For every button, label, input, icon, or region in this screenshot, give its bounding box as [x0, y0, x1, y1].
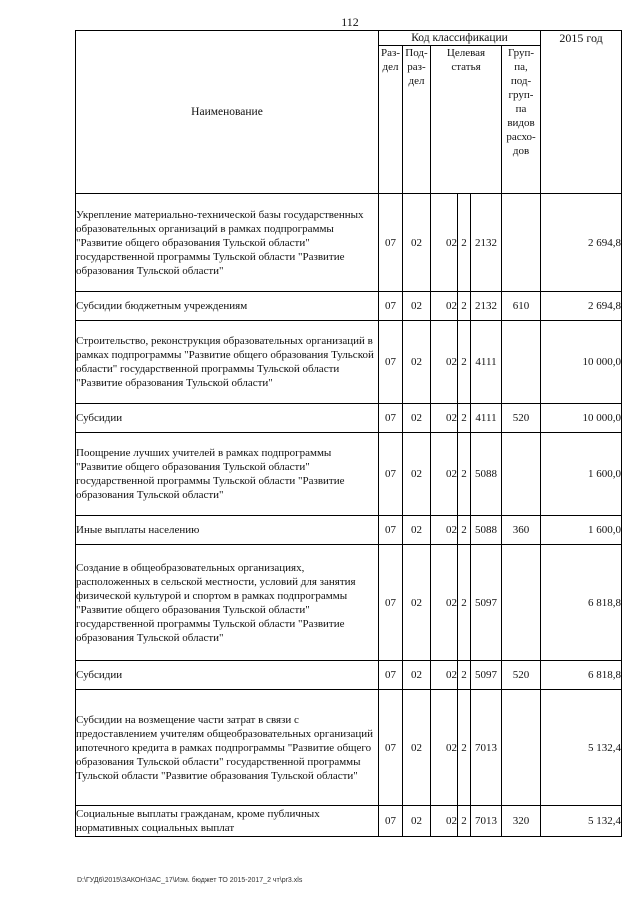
row-target-article-program: 02 — [431, 433, 458, 516]
row-target-article-subprogram: 2 — [458, 806, 471, 837]
row-razdel: 07 — [379, 194, 403, 292]
row-podrazdel: 02 — [403, 404, 431, 433]
row-target-article-code: 4111 — [471, 321, 502, 404]
row-target-article-subprogram: 2 — [458, 404, 471, 433]
row-amount: 6 818,8 — [541, 661, 622, 690]
row-name: Создание в общеобразовательных организациях, расположенных в сельской местности, условий для занятия физической культурой и спортом в рамках подпрограммы "Развитие общего образования Тульской области" государственной программы Тульской области "Развитие образования Тульской области" — [76, 545, 379, 661]
row-expense-group — [502, 321, 541, 404]
row-target-article-code: 7013 — [471, 690, 502, 806]
table-row — [76, 433, 622, 516]
row-amount: 2 694,8 — [541, 292, 622, 321]
row-target-article-code: 7013 — [471, 806, 502, 837]
row-target-article-code: 4111 — [471, 404, 502, 433]
row-name: Субсидии бюджетным учреждениям — [76, 292, 379, 321]
row-target-article-program: 02 — [431, 545, 458, 661]
row-expense-group — [502, 194, 541, 292]
header-expense-group: Груп- па, под- груп- па видов расхо- дов — [502, 46, 541, 194]
row-podrazdel: 02 — [403, 292, 431, 321]
row-target-article-code: 5097 — [471, 545, 502, 661]
row-expense-group — [502, 690, 541, 806]
row-target-article-code: 5097 — [471, 661, 502, 690]
header-year: 2015 год — [541, 31, 622, 194]
table-row — [76, 516, 622, 545]
row-target-article-subprogram: 2 — [458, 690, 471, 806]
row-razdel: 07 — [379, 545, 403, 661]
row-razdel: 07 — [379, 433, 403, 516]
table-row — [76, 321, 622, 404]
row-target-article-program: 02 — [431, 516, 458, 545]
row-podrazdel: 02 — [403, 661, 431, 690]
row-expense-group: 610 — [502, 292, 541, 321]
row-expense-group — [502, 545, 541, 661]
table-row — [76, 545, 622, 661]
row-podrazdel: 02 — [403, 194, 431, 292]
row-name: Строительство, реконструкция образовательных организаций в рамках подпрограммы "Развитие общего образования Тульской области" государственной программы Тульской области "Развитие образования Тульской области" — [76, 321, 379, 404]
row-expense-group: 360 — [502, 516, 541, 545]
row-razdel: 07 — [379, 661, 403, 690]
row-expense-group: 520 — [502, 404, 541, 433]
row-target-article-subprogram: 2 — [458, 194, 471, 292]
row-name: Укрепление материально-технической базы государственных образовательных организаций в рамках подпрограммы "Развитие общего образования Тульской области" государственной программы Тульской области "Развитие образования Тульской области" — [76, 194, 379, 292]
row-amount: 10 000,0 — [541, 321, 622, 404]
row-razdel: 07 — [379, 321, 403, 404]
row-podrazdel: 02 — [403, 806, 431, 837]
row-name: Иные выплаты населению — [76, 516, 379, 545]
row-podrazdel: 02 — [403, 690, 431, 806]
table-row — [76, 404, 622, 433]
row-amount: 2 694,8 — [541, 194, 622, 292]
row-razdel: 07 — [379, 292, 403, 321]
row-target-article-program: 02 — [431, 661, 458, 690]
row-target-article-subprogram: 2 — [458, 292, 471, 321]
row-amount: 1 600,0 — [541, 516, 622, 545]
row-name: Субсидии — [76, 404, 379, 433]
row-podrazdel: 02 — [403, 321, 431, 404]
row-target-article-program: 02 — [431, 806, 458, 837]
row-name: Субсидии — [76, 661, 379, 690]
row-target-article-program: 02 — [431, 321, 458, 404]
row-amount: 10 000,0 — [541, 404, 622, 433]
header-subsection: Под- раз- дел — [403, 46, 431, 194]
row-target-article-subprogram: 2 — [458, 545, 471, 661]
row-target-article-code: 2132 — [471, 292, 502, 321]
row-podrazdel: 02 — [403, 545, 431, 661]
row-razdel: 07 — [379, 806, 403, 837]
header-target-article: Целевая статья — [431, 46, 502, 194]
row-target-article-subprogram: 2 — [458, 516, 471, 545]
row-amount: 5 132,4 — [541, 806, 622, 837]
row-target-article-code: 5088 — [471, 433, 502, 516]
row-amount: 1 600,0 — [541, 433, 622, 516]
file-path-footer: D:\ГУД6\2015\ЗАКОН\ЗАС_17\Изм. бюджет ТО 2015-2017_2 чт\pr3.xls — [77, 877, 303, 884]
row-amount: 5 132,4 — [541, 690, 622, 806]
row-target-article-program: 02 — [431, 194, 458, 292]
header-name: Наименование — [76, 31, 379, 194]
row-target-article-program: 02 — [431, 292, 458, 321]
row-razdel: 07 — [379, 516, 403, 545]
table-row — [76, 661, 622, 690]
row-name: Субсидии на возмещение части затрат в связи с предоставлением учителям общеобразовательных организаций ипотечного кредита в рамках подпрограммы "Развитие общего образования Тульской области" государственной программы Тульской области "Развитие образования Тульской области" — [76, 690, 379, 806]
row-expense-group: 320 — [502, 806, 541, 837]
table-row — [76, 806, 622, 837]
row-target-article-program: 02 — [431, 690, 458, 806]
header-section: Раз- дел — [379, 46, 403, 194]
budget-table — [75, 30, 622, 837]
table-row — [76, 194, 622, 292]
row-expense-group: 520 — [502, 661, 541, 690]
row-target-article-code: 5088 — [471, 516, 502, 545]
row-expense-group — [502, 433, 541, 516]
row-target-article-subprogram: 2 — [458, 661, 471, 690]
row-razdel: 07 — [379, 404, 403, 433]
row-name: Социальные выплаты гражданам, кроме публичных нормативных социальных выплат — [76, 806, 379, 837]
row-target-article-program: 02 — [431, 404, 458, 433]
header-code-classification: Код классификации — [379, 31, 541, 46]
row-target-article-code: 2132 — [471, 194, 502, 292]
row-podrazdel: 02 — [403, 516, 431, 545]
row-razdel: 07 — [379, 690, 403, 806]
table-row — [76, 292, 622, 321]
row-amount: 6 818,8 — [541, 545, 622, 661]
page-number: 112 — [341, 15, 359, 29]
row-name: Поощрение лучших учителей в рамках подпрограммы "Развитие общего образования Тульской области" государственной программы Тульской области "Развитие образования Тульской области" — [76, 433, 379, 516]
table-row — [76, 690, 622, 806]
row-target-article-subprogram: 2 — [458, 321, 471, 404]
row-podrazdel: 02 — [403, 433, 431, 516]
row-target-article-subprogram: 2 — [458, 433, 471, 516]
